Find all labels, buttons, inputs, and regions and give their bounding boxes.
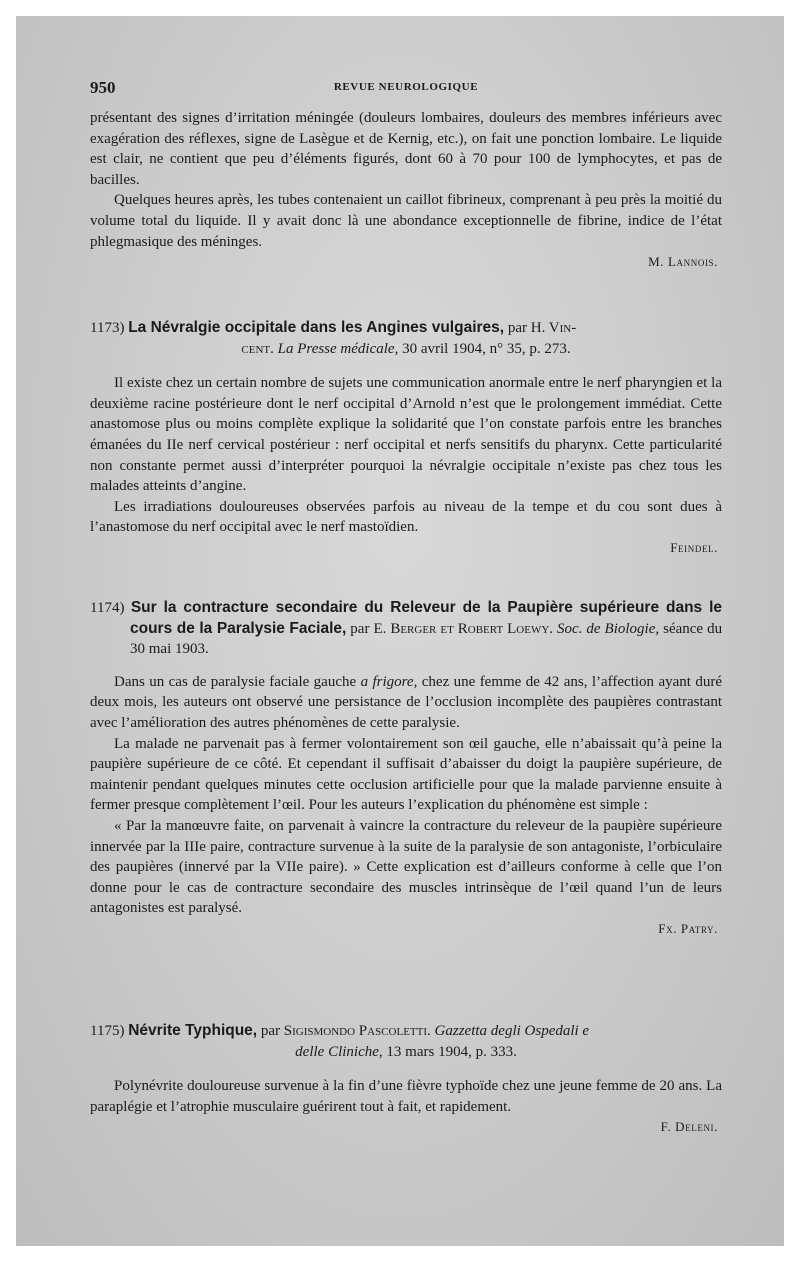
paragraph: Il existe chez un certain nombre de sujets une communication anormale entre le nerf pharyngien et la deuxième racine postérieure dont le nerf occipital d’Arnold n’est que le prolongement immédiat. Cette anastomose plus ou moins complète explique la solidarité que l’on constate parfois entre les branches émanées du IIe nerf cervical postérieur : nerf occipital et nerfs sensitifs du pharynx. Cette particularité non constante permet aussi d’interpréter pourquoi la névralgie occipitale n’existe pas chez tous les malades atteints d’angine. (90, 375, 722, 495)
by-word: par (507, 320, 527, 336)
reference: séance du 30 mai 1903. (130, 620, 723, 658)
paragraph-rest: chez une femme de 42 ans, l’affection ayant duré deux mois, les auteurs ont observé une persistance de l’occlusion incomplète des paupières contrastant avec l’amélioration des autres phénomènes de cette paralysie. (90, 673, 722, 731)
article-heading (90, 318, 722, 339)
continued-article (90, 108, 722, 273)
article-citation (90, 1042, 722, 1063)
journal-name: La Presse médicale, (277, 340, 399, 357)
article-title: Névrite Typhique, (128, 1022, 258, 1039)
journal-name-cont: delle Cliniche, (295, 1043, 383, 1060)
article-1175 (90, 1021, 722, 1138)
article-author: E. Berger et Robert Loewy. (373, 620, 554, 637)
article-title: Sur la contracture secondaire du Releveur de la Paupière supérieure dans le cours de la Paralysie Faciale, (130, 599, 722, 637)
paragraph (90, 672, 722, 734)
article-heading (90, 1021, 722, 1042)
article-citation (90, 339, 722, 360)
page-number: 950 (90, 78, 116, 97)
journal-name: Soc. de Biologie, (557, 620, 660, 637)
article-heading (90, 598, 722, 660)
latin-phrase: a frigore, (360, 673, 418, 690)
journal-name: Gazzetta degli Ospedali e (434, 1023, 590, 1039)
by-word: par (350, 620, 370, 637)
article-number: 1173) (90, 320, 125, 336)
reference: 13 mars 1904, p. 333. (386, 1043, 517, 1060)
paragraph: La malade ne parvenait pas à fermer volontairement son œil gauche, elle n’abaissait qu’à peine la paupière supérieure de ce côté. Et cependant il suffisait d’abaisser du doigt la paupière supérieure, de maintenir pendant quelques minutes cette occlusion artificielle pour que la malade parvienne ensuite à fermer presque complètement l’œil. Pour les auteurs l’explication du phénomène est simple : (90, 735, 722, 814)
scanned-page (16, 16, 784, 1246)
paragraph: Quelques heures après, les tubes contenaient un caillot fibrineux, comprenant à peu près la moitié du volume total du liquide. Il y avait donc là une abondance exceptionnelle de fibrine, indice de l’état phlegmasique des méninges. (90, 192, 722, 250)
article-title: La Névralgie occipitale dans les Angines vulgaires, (128, 319, 505, 336)
article-number: 1174) (90, 600, 125, 616)
running-title: REVUE NEUROLOGIQUE (333, 81, 479, 93)
article-author-cont: cent. (241, 340, 274, 357)
article-number: 1175) (90, 1023, 125, 1039)
page-header (90, 78, 722, 100)
article-author: Sigismondo Pascoletti. (283, 1023, 431, 1039)
author-signature: M. Lannois. (648, 254, 718, 270)
author-signature: F. Deleni. (660, 1119, 718, 1135)
paragraph: présentant des signes d’irritation méningée (douleurs lombaires, douleurs des membres inférieurs avec exagération des réflexes, signe de Lasègue et de Kernig, etc.), on fait une ponction lombaire. Le liquide est clair, ne contient que peu d’éléments figurés, dont 60 à 70 pour 100 de lymphocytes, et pas de bacilles. (90, 110, 722, 188)
paragraph: « Par la manœuvre faite, on parvenait à vaincre la contracture du releveur de la paupière supérieure innervée par la IIIe paire, contracture survenue à la suite de la paralysie de son antagoniste, l’orbiculaire des paupières (innervé par la VIIe paire). » Cette explication est d’ailleurs conforme à celle que l’on donne pour le cas de contracture secondaire des muscles intrinsèque de l’œil quand l’un de leurs antagonistes est paralysé. (90, 817, 722, 917)
author-signature: Feindel. (670, 539, 718, 555)
reference: 30 avril 1904, n° 35, p. 273. (402, 340, 571, 357)
author-signature: Fx. Patry. (658, 920, 718, 936)
article-1173 (90, 318, 722, 559)
paragraph: Polynévrite douloureuse survenue à la fin d’une fièvre typhoïde chez une jeune femme de 20 ans. La paraplégie et l’atrophie musculaire guérirent tout à fait, et rapidement. (90, 1078, 722, 1115)
paragraph-start: Dans un cas de paralysie faciale gauche (114, 673, 357, 690)
article-1174 (90, 598, 722, 940)
paragraph: Les irradiations douloureuses observées parfois au niveau de la tempe et du cou sont dues à l’anastomose du nerf occipital avec le nerf mastoïdien. (90, 498, 722, 536)
article-author: H. Vin- (530, 320, 577, 336)
by-word: par (260, 1023, 281, 1039)
